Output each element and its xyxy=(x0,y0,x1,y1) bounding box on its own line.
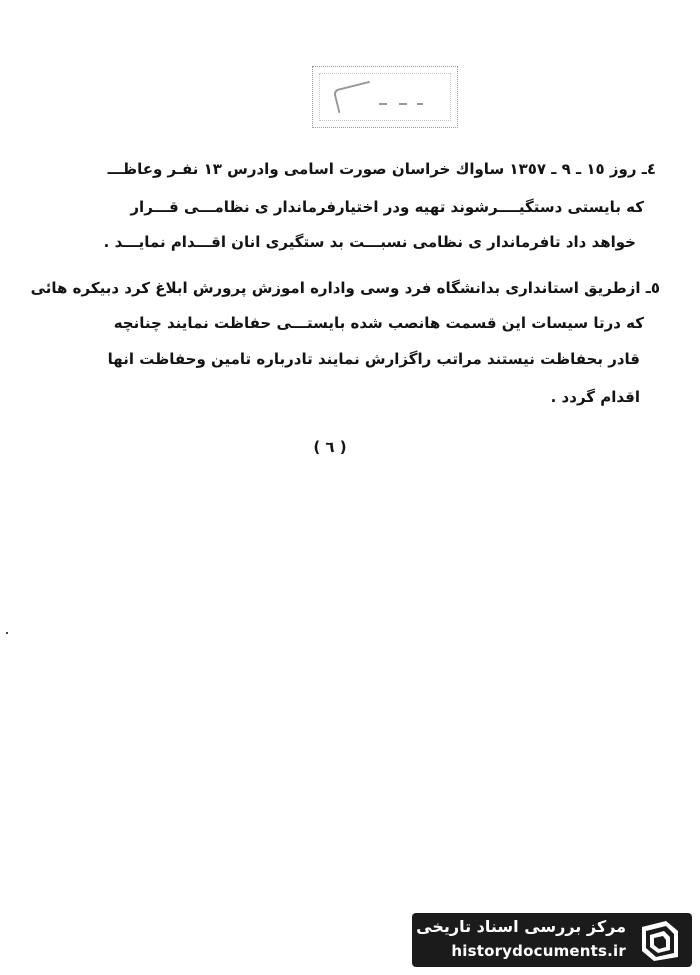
paragraph-5-line-2: كه درتا سیسات این قسمت هانصب شده بایستـــی حفاظت نمایند چنانچه xyxy=(113,314,644,332)
archive-stamp xyxy=(312,66,458,128)
watermark-title: مرکز بررسی اسناد تاریخی xyxy=(416,917,626,936)
document-center-logo-icon xyxy=(636,917,684,963)
scan-speck xyxy=(6,632,8,634)
paragraph-5-line-1: ٥ـ ازطریق استانداری بدانشگاه فرد وسی واداره اموزش پرورش ابلاغ كرد دبیكره هائی xyxy=(30,279,660,297)
paragraph-4-line-3: خواهد داد تافرماندار ی نظامی نسبـــت بد ستگیری انان اقـــدام نمایـــد . xyxy=(103,233,636,251)
page-number: ( ٦ ) xyxy=(313,438,347,456)
paragraph-5-line-4: اقدام گردد . xyxy=(550,388,640,406)
paragraph-5-line-3: قادر بحفاظت نیستند مراتب راگزارش نمایند تادرباره تامین وحفاظت انها xyxy=(107,350,640,368)
paragraph-4-line-1: ٤ـ روز ١٥ ـ ٩ ـ ١٣٥٧ ساواك خراسان صورت اسامی وادرس ١٣ نفـر وعاظـــ xyxy=(107,160,656,178)
archive-stamp-icon xyxy=(333,81,376,113)
watermark-url: historydocuments.ir xyxy=(451,942,626,960)
stamp-dash xyxy=(379,103,387,105)
watermark-logo xyxy=(412,913,692,967)
paragraph-4-line-2: كه بایستی دستگیــــرشوند تهیه ودر اختیارفرماندار ی نظامـــی قـــرار xyxy=(130,198,644,216)
stamp-dash xyxy=(417,103,423,105)
stamp-dash xyxy=(399,103,407,105)
